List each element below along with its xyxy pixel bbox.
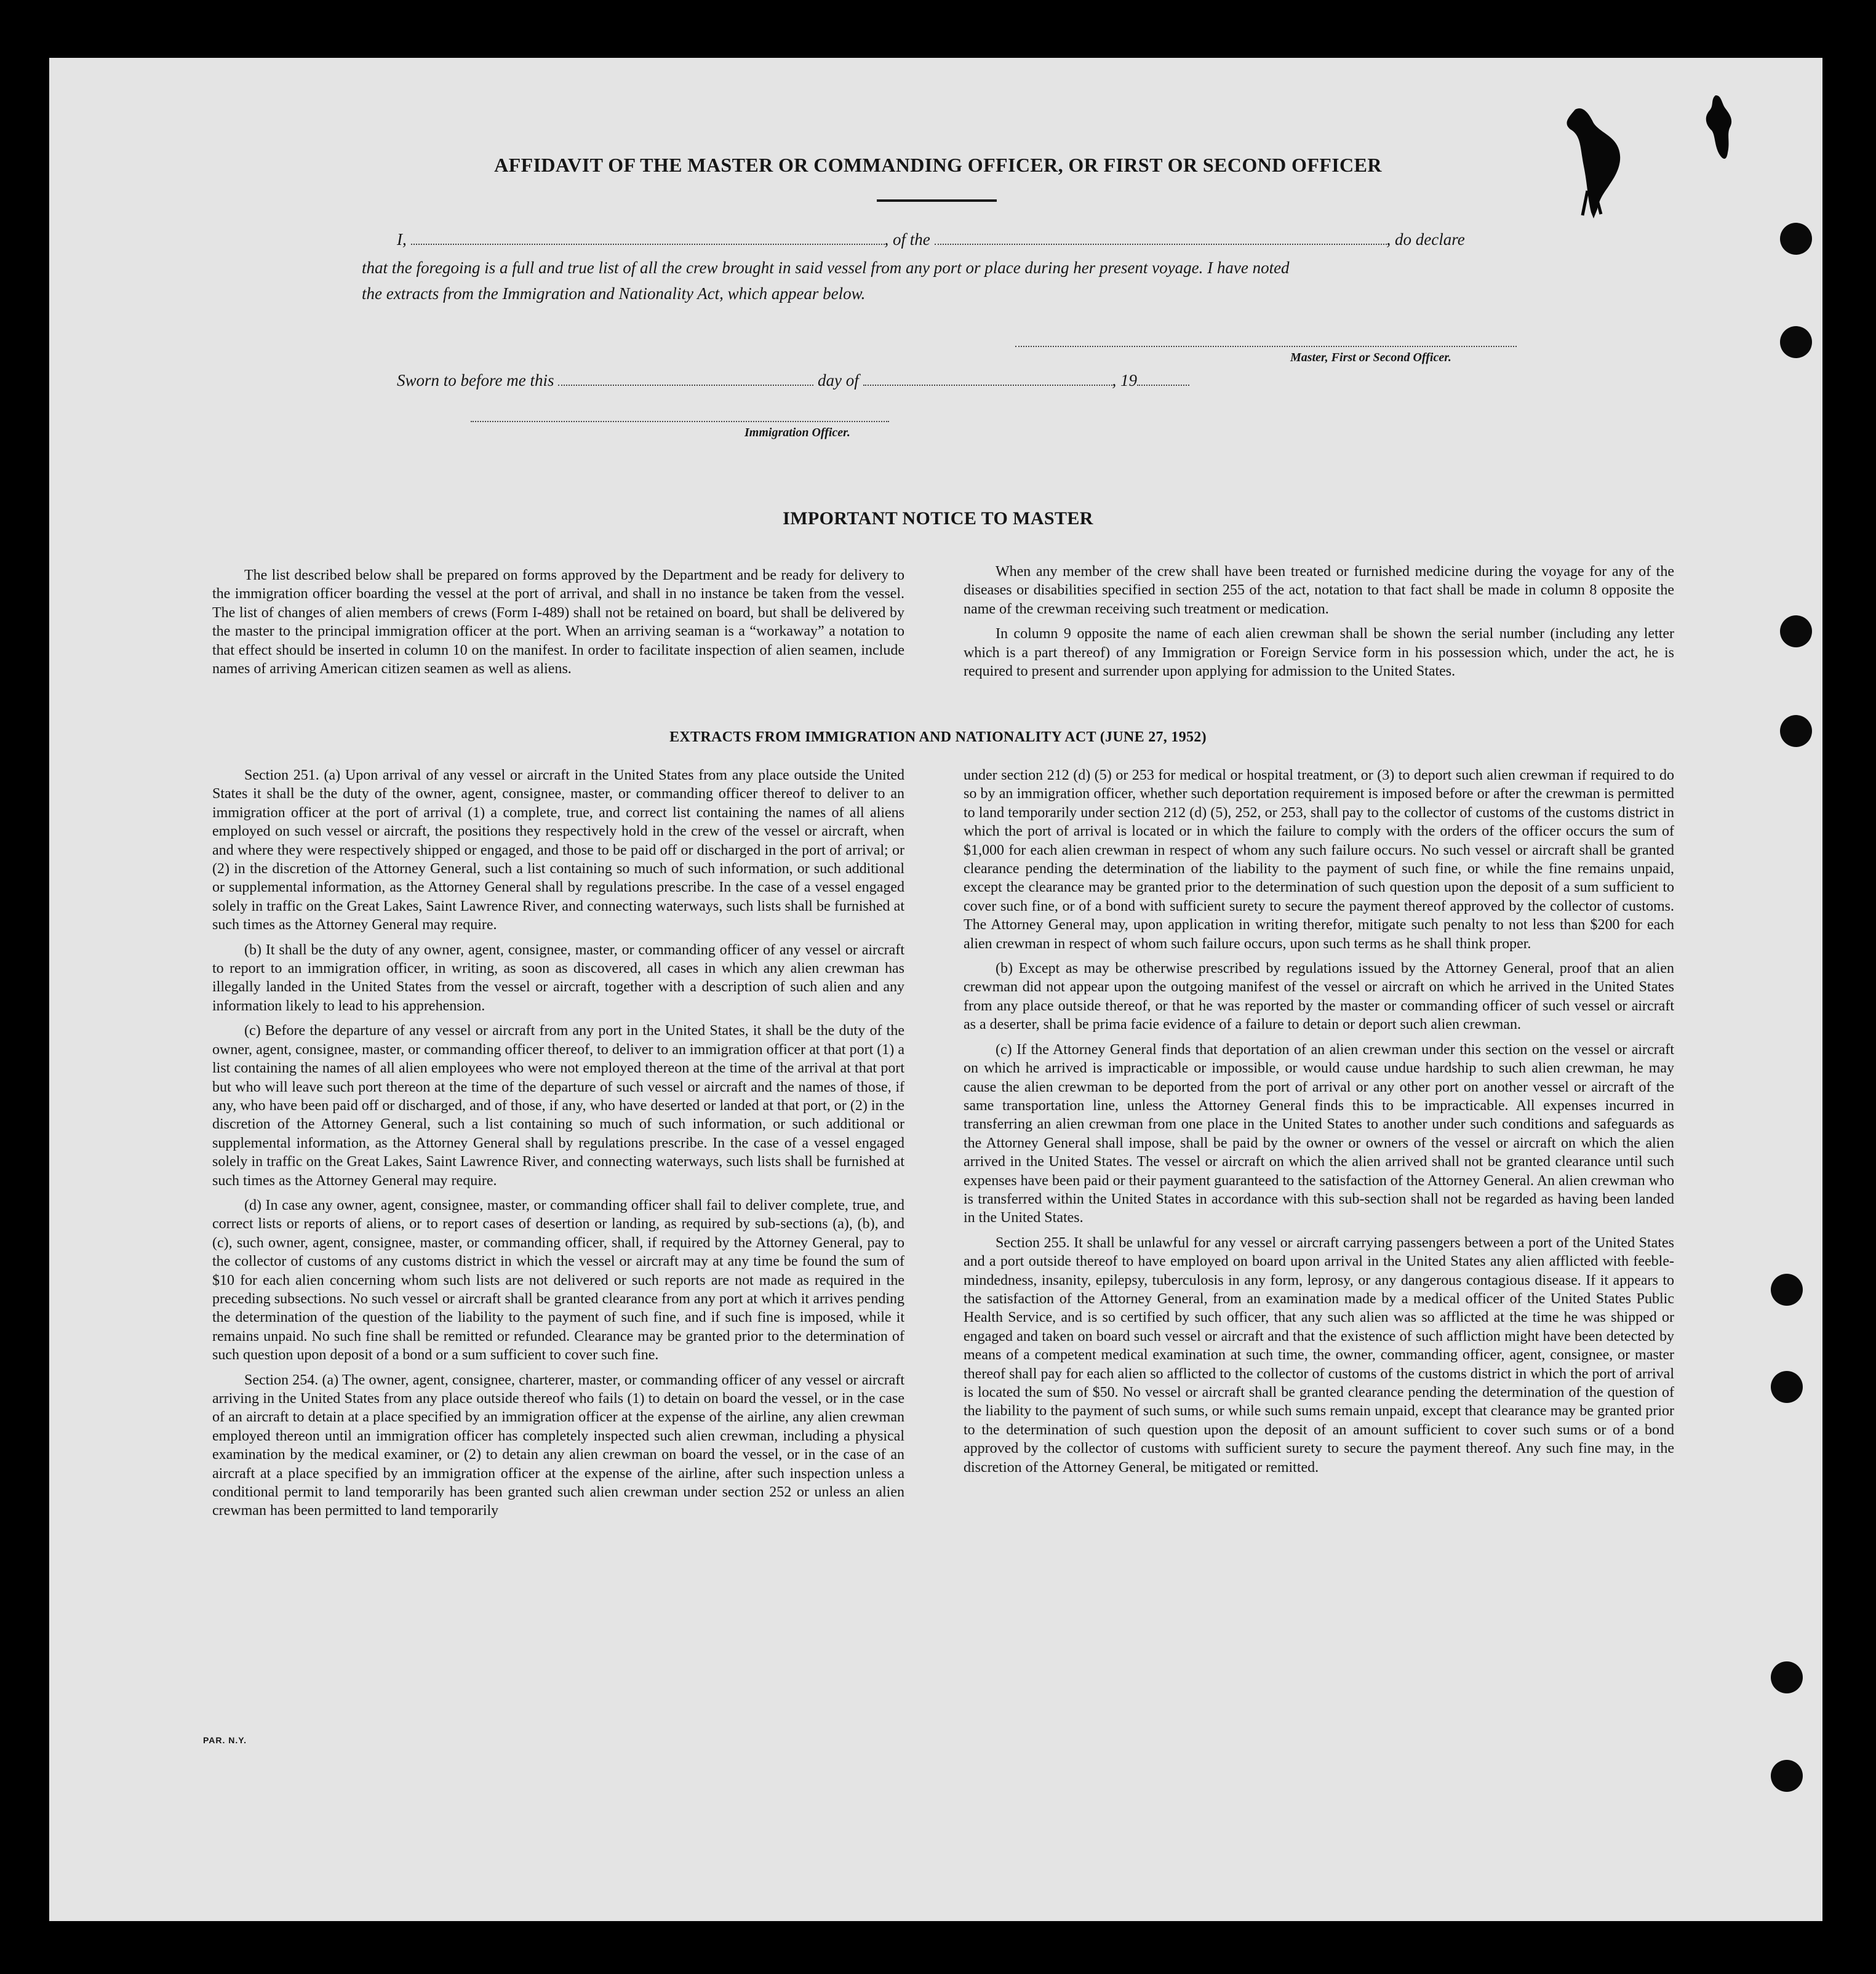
section-251a: Section 251. (a) Upon arrival of any vessel or aircraft in the United States from any place outside the United States it shall be the duty of the owner, agent, consignee, master, or commanding officer thereof to deliver to an immigration officer at the port of arrival (1) a complete, true, and correct list containing the names of all aliens employed on such vessel or aircraft, the positions they respectively hold in the crew of the vessel or aircraft, when and where they were respectively shipped or engaged, and those to be paid off or discharged in the port of arrival; or (2) in the discretion of the Attorney General, such a list containing so much of such information, or such additional or supplemental information, as the Attorney General shall by regulations prescribe. In the case of a vessel engaged solely in traffic on the Great Lakes, Saint Lawrence River, and connecting waterways, such lists shall be furnished at such times as the Attorney General may require. <box>212 767 904 933</box>
declarant-prefix: I, <box>397 230 407 249</box>
notice-right-paragraph: When any member of the crew shall have been treated or furnished medicine during the voyage for any of the diseases or disabilities specified in section 255 of the act, notation to that fact shall be made in column 8 opposite the name of the crewman receiving such treatment or medication. <box>964 564 1674 617</box>
section-254c: (c) If the Attorney General finds that deportation of an alien crewman under this section on the vessel or aircraft on which he arrived is impracticable or impossible, or would cause undue hardship to such alien crewman, he may cause the alien crewman to be deported from the port of arrival or any other port on another vessel or aircraft of the same transportation line, unless the Attorney General finds this to be impracticable. All expenses incurred in transferring an alien crewman from one place in the United States to another under such conditions and safeguards as the Attorney General shall impose, shall be paid by the owner or owners of the vessel or aircraft on which the alien arrived in the United States. The vessel or aircraft on which the alien arrived shall not be granted clearance until such expenses have been paid or their payment guaranteed to the satisfaction of the Attorney General. An alien crewman who is transferred within the United States in accordance with this sub-section shall not be regarded as having been landed in the United States. <box>964 1041 1674 1226</box>
notice-title: IMPORTANT NOTICE TO MASTER <box>783 508 1093 529</box>
section-254a: Section 254. (a) The owner, agent, consignee, charterer, master, or commanding officer of any vessel or aircraft arriving in the United States from any place outside thereof who fails (1) to detain on board the vessel, or in the case of an aircraft to detain at a place specified by an immigration officer at the expense of the airline, any alien crewman employed thereon until an immigration officer has completely inspected such alien crewman, including a physical examination by the medical examiner, or (2) to detain any alien crewman on board the vessel, or in the case of an aircraft at a place specified by an immigration officer at the expense of the airline, after such inspection unless a conditional permit to land temporarily has been granted such alien crewman under section 252 or unless an alien crewman has been permitted to land temporarily <box>212 1372 904 1519</box>
extracts-right-column <box>964 766 1674 1477</box>
declarant-name-field[interactable] <box>411 243 885 245</box>
binder-hole-8 <box>1771 1760 1803 1792</box>
section-255: Section 255. It shall be unlawful for any vessel or aircraft carrying passengers between a port of the United States and a port outside thereof to have employed on board upon arrival in the United States any alien afflicted with feeble-mindedness, insanity, epilepsy, tuberculosis in any form, leprosy, or any dangerous contagious disease. If it appears to the satisfaction of the Attorney General, from an examination made by a medical officer of the United States Public Health Service, and is so certified by such officer, that any such alien was so afflicted at the time he was shipped or engaged and taken on board such vessel or aircraft and that the existence of such affliction might have been detected by means of a competent medical examination at such time, the owner, commanding officer, agent, consignee, or master thereof shall pay for each alien so afflicted to the collector of customs of the customs district in which the port of arrival is located the sum of $50. No vessel or aircraft shall be granted clearance pending the determination of the question of the liability to the payment of such sums, or while such sums remain unpaid, except that clearance may be granted prior to the determination of such question upon the deposit of an amount sufficient to cover such sums or of a bond approved by the collector of customs with sufficient surety to secure the payment thereof. Any such fine may, in the discretion of the Attorney General, be mitigated or remitted. <box>964 1234 1674 1476</box>
master-signature-label: Master, First or Second Officer. <box>1290 351 1451 364</box>
extracts-title: EXTRACTS FROM IMMIGRATION AND NATIONALITY ACT (JUNE 27, 1952) <box>669 729 1207 745</box>
declaration-line-1 <box>397 230 1465 249</box>
binder-hole-3 <box>1780 615 1812 647</box>
binder-hole-1 <box>1780 223 1812 255</box>
sworn-day-field[interactable] <box>558 384 813 386</box>
section-251b: (b) It shall be the duty of any owner, agent, consignee, master, or commanding officer of any vessel or aircraft to report to an immigration officer, in writing, as soon as discovered, all cases in which any alien crewman has illegally landed in the United States from the vessel or aircraft, together with a description of such alien and any information likely to lead to his apprehension. <box>212 941 904 1014</box>
printer-code: PAR. N.Y. <box>203 1735 247 1745</box>
section-251d: (d) In case any owner, agent, consignee, master, or commanding officer shall fail to deliver complete, true, and correct lists or reports of aliens, or to report cases of desertion or landing, as required by sub-sections (a), (b), and (c), such owner, agent, consignee, master, or commanding officer, shall, if required by the Attorney General, pay to the collector of customs of any customs district in which the vessel or aircraft may at any time be found the sum of $10 for each alien concerning whom such lists are not delivered or such reports are not made as required in the preceding subsections. No such vessel or aircraft shall be granted clearance from any port at which it arrives pending the determination of the question of the liability to the payment of such fine, and if such fine is imposed, while it remains unpaid. No such fine shall be remitted or refunded. Clearance may be granted prior to the determination of such question upon deposit of a bond or a sum sufficient to cover such fine. <box>212 1197 904 1364</box>
year-label: , 19 <box>1112 371 1137 390</box>
binder-hole-6 <box>1771 1371 1803 1403</box>
declaration-line-3: the extracts from the Immigration and Nationality Act, which appear below. <box>362 284 866 303</box>
declaration-line-2: that the foregoing is a full and true list of all the crew brought in said vessel from any port or place during her present voyage. I have noted <box>362 258 1290 277</box>
extracts-left-column <box>212 766 904 1520</box>
binder-hole-5 <box>1771 1274 1803 1306</box>
notice-left-paragraph: The list described below shall be prepared on forms approved by the Department and be ready for delivery to the immigration officer boarding the vessel at the port of arrival, and shall in no instance be taken from the vessel. The list of changes of alien members of crews (Form I-489) shall not be retained on board, but shall be delivered by the master to the principal immigration officer at the port. When an arriving seaman is a “workaway” a notation to that effect should be inserted in column 10 on the manifest. In order to facilitate inspection of alien seamen, include names of arriving American citizen seamen as well as aliens. <box>212 567 904 677</box>
do-declare-label: , do declare <box>1386 230 1465 249</box>
day-of-label: day of <box>818 371 859 390</box>
notice-right-paragraph: In column 9 opposite the name of each alien crewman shall be shown the serial number (including any letter which is a part thereof) of any Immigration or Foreign Service form in his possession which, under the act, he is required to present and surrender upon applying for admission to the United States. <box>964 626 1674 680</box>
notice-right-column <box>964 562 1674 681</box>
title-rule <box>877 199 997 202</box>
of-the-label: , of the <box>884 230 930 249</box>
sworn-year-field[interactable] <box>1137 384 1189 386</box>
section-251c: (c) Before the departure of any vessel or aircraft from any port in the United States, it shall be the duty of the owner, agent, consignee, master, or commanding officer thereof, to deliver to an immigration officer at that port (1) a list containing the names of all alien employees who were not employed thereon at the time of the arrival at that port but who will leave such port thereon at the time of the departure of such vessel or aircraft and the names of those, if any, who have been paid off or discharged, and of those, if any, who have deserted or landed at that port, or (2) in the discretion of the Attorney General, such a list containing so much of such information, or such additional or supplemental information, as the Attorney General shall by regulations prescribe. In the case of a vessel engaged solely in traffic on the Great Lakes, Saint Lawrence River, and connecting waterways, such lists shall be furnished at such times as the Attorney General may require. <box>212 1023 904 1189</box>
immigration-officer-signature-field[interactable] <box>471 421 889 422</box>
section-254a-continued: under section 212 (d) (5) or 253 for medical or hospital treatment, or (3) to deport such alien crewman if required to do so by an immigration officer, whether such deportation requirement is imposed before or after the crewman is permitted to land temporarily under section 212 (d) (5), 252, or 253, shall pay to the collector of customs of the customs district in which the port of arrival is located or in which the failure to comply with the orders of the officer occurs the sum of $1,000 for each alien crewman in respect of whom any such failure occurs. No such vessel or aircraft shall be granted clearance pending the determination of the liability to the payment of such fine, or while the fine remains unpaid, except the clearance may be granted prior to the determination of such question upon the deposit of a sum sufficient to cover such fine, or of a bond with sufficient surety to secure the payment thereof approved by the collector of customs. The Attorney General may, upon application in writing therefor, mitigate such penalty to not less than $200 for each alien crewman in respect of whom such failure occurs, upon such terms as he shall think proper. <box>964 767 1674 952</box>
binder-hole-2 <box>1780 326 1812 358</box>
immigration-officer-label: Immigration Officer. <box>744 426 850 439</box>
notice-left-column <box>212 566 904 678</box>
section-254b: (b) Except as may be otherwise prescribed by regulations issued by the Attorney General, proof that an alien crewman did not appear upon the outgoing manifest of the vessel or aircraft on which he arrived in the United States from any place outside thereof, or that he was reported by the master or commanding officer of such vessel or aircraft as a deserter, shall be prima facie evidence of a failure to detain or deport such alien crewman. <box>964 961 1674 1033</box>
sworn-prefix: Sworn to before me this <box>397 371 554 390</box>
affidavit-title: AFFIDAVIT OF THE MASTER OR COMMANDING OFFICER, OR FIRST OR SECOND OFFICER <box>494 154 1382 176</box>
binder-hole-7 <box>1771 1661 1803 1693</box>
sworn-line <box>397 371 1189 390</box>
vessel-name-field[interactable] <box>935 243 1387 245</box>
master-signature-field[interactable] <box>1015 346 1517 347</box>
sworn-month-field[interactable] <box>863 384 1112 386</box>
